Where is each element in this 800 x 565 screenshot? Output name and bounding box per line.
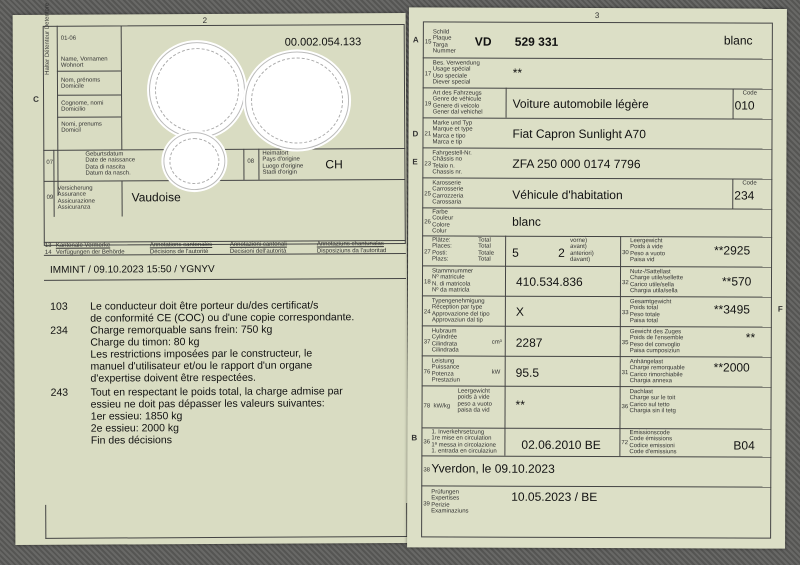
doc-number: 00.002.054.133: [284, 36, 362, 49]
authority-label-fr: Décisions de l'autorité: [149, 249, 209, 256]
authority-label-rm: Disposiziuns da l'autoritad: [316, 248, 387, 255]
approval-value: X: [515, 304, 524, 319]
authority-label-it: Decisioni dell'autorità: [229, 248, 287, 255]
kwkg-value: **: [515, 397, 525, 412]
front-label: vorne) avant) anteriori) davant): [570, 237, 594, 264]
redaction-scribble: [163, 132, 225, 190]
place-date: Yverdon, le 09.10.2023: [431, 461, 555, 476]
empty-weight-label: Leergewicht Poids à vide Peso a vuoto Paisa vid: [630, 238, 666, 264]
first-reg-label: 1. Inverkehrsetzung 1re mise en circulation 1ª messa in circolazione 1. entrada en circulaziun: [431, 429, 497, 455]
origin-value: CH: [325, 157, 343, 172]
insurance-value: Vaudoise: [131, 190, 181, 205]
authority-label-de: Verfügungen der Behörde: [55, 249, 125, 256]
body-code: 234: [734, 188, 755, 203]
roof-label: Dachlast Charge sur le toit Carico sul tetto Chargia sin il tetg: [629, 389, 676, 415]
seats-label: Plätze: Places: Posti: Plazs:: [432, 237, 452, 263]
cantonal-label-de: Kantonale Vermerke: [55, 242, 111, 249]
power-label: Leistung Puissance Potenza Prestaziun: [431, 358, 461, 384]
total-weight-label: Gesamtgewicht Poids total Peso totale Paisa total: [629, 299, 672, 325]
redaction-scribble: [245, 51, 350, 150]
nomi-label: Nomi, prenums Domicil: [61, 121, 102, 135]
origin-label: Heimatort Pays d'origine Luogo d'origine Stadi d'origin: [262, 150, 304, 176]
empty-ratio-label: Leergewicht poids à vide peso a vuoto paisa da vid: [457, 388, 492, 414]
inspection-label: Prüfungen Expertises Perizie Examinaziuns: [431, 489, 469, 515]
insurance-label: Versicherung Assurance Assicurazione Assicuranza: [57, 185, 95, 212]
emission-code: B04: [733, 438, 755, 453]
plate-label: Schild Plaque Targa Nummer: [432, 29, 456, 55]
payload-label: Nutz-/Sattellast Charge utile/sellette Carico utile/sella Chargia utila/sella: [629, 269, 684, 295]
note-code: 234: [50, 324, 68, 337]
note-text: Tout en respectant le poids total, la charge admise par essieu ne doit pas dépasser les valeurs suivantes: 1er essieu: 1850 kg 2e essieu: 2000 kg Fin des décisions: [90, 385, 343, 447]
redaction-scribble: [149, 42, 246, 139]
type-label: Art des Fahrzeugs Genre de véhicule Genere di veicolo Gener dal vehichel: [432, 90, 483, 116]
make-value: Fiat Capron Sunlight A70: [512, 126, 646, 142]
matricule-value: 410.534.836: [515, 274, 583, 289]
chassis-value: ZFA 250 000 0174 7796: [512, 156, 641, 172]
note-text: Charge remorquable sans frein: 750 kg Charge du timon: 80 kg Les restrictions imposées par le constructeur, le manuel d'utilisateur et/ou le rapport d'un organe d'expertise doivent être respectées.: [90, 323, 313, 385]
right-page: 3 A D E F B 15 Schild Plaque Targa Nummer VD 529 331 blanc 17 Bes. Verwendung Usage spécial Uso speciale Diever special ** 19 Art des Fahrzeugs Genre de véhicule Genere di veicolo Gener dal vehichel Voiture automobile légère Code 010 21 Marke und Typ Marque et type Marca e tipo Marca e tip Fiat Capron Sunlight A70 23 Fahrgestell-Nr. Châssis no Telaio n. Chassis nr. ZFA 250 000 0174 7796 25 Karosserie Carrosserie Carrozzeria Carossaria Véhicule d'habitation Code 234 26 Farbe Couleur Colore Colur blanc 27 Plätze: Places: Posti: Plazs: Total Total Totale Total 5 2 vorne) avant) anteriori) davant) 30 Leergewicht Poids à vide Peso a vuoto Paisa vid **2925 18 Stammnummer Nº matricule N. di matricola Nº da matricla 410.534.836 32 Nutz-/Sattellast Charge utile/sellette Carico utile/sella Chargia utila/sella **570 24 Typengenehmigung Réception par type Approvazione del tipo Approvaziun dal tip X 33 Gesamtgewicht Poids total Peso totale Paisa total **3495 37 Hubraum Cylindrée Cilindrata Cilindrada cm³ 2287 35 Gewicht des Zuges Poids de l'ensemble Peso del convoglio Paisa cumposiziun ** 76 Leistung Puissance Potenza Prestaziun kW 95.5 31 Anhängelast Charge remorquable Carico rimorchiabile Chargia annexa **2000 78 kW/kg Leergewicht poids à vide peso a vuoto paisa da vid ** 36 Dachlast Charge sur le toit Carico sul tetto Chargia sin il tetg 36 1. Inverkehrsetzung 1re mise en circulation 1ª messa in circolazione 1. entrada en circulaziun 02.06.2010 BE 72 Emissionscode Code émissions Codice emissioni Code d'emissiuns B04 38 Yverdon, le 09.10.2023 39 Prüfungen Expertises Perizie Examinaziuns 10.05.2023 / BE: [407, 7, 787, 548]
first-registration: 02.06.2010 BE: [521, 437, 601, 453]
holder-label: Halter Détenteur Detentore: [44, 2, 51, 75]
trailer-load: **2000: [713, 360, 750, 375]
matricule-label: Stammnummer Nº matricule N. di matricola Nº da matricla: [431, 268, 474, 294]
cantonal-label-rm: Annotaziuns chantunalas: [316, 241, 384, 248]
power: 95.5: [515, 365, 540, 380]
total-label: Total Total Totale Total: [478, 237, 495, 263]
body-value: Véhicule d'habitation: [512, 187, 623, 203]
train-weight-label: Gewicht des Zuges Poids de l'ensemble Peso del convoglio Paisa cumposiziun: [629, 329, 684, 355]
plate-number: 529 331: [514, 34, 559, 49]
code-0106: 01-06: [60, 35, 77, 42]
name-label: Name, Vornamen Wohnort: [60, 56, 108, 70]
type-value: Voiture automobile légère: [512, 96, 649, 112]
page-number: 3: [594, 10, 600, 21]
color-value: blanc: [512, 214, 541, 229]
usage-value: **: [512, 65, 523, 80]
note-text: Le conducteur doit être porteur du/des certificat/s de conformité CE (COC) ou d'une copie correspondante.: [90, 299, 355, 325]
payload: **570: [721, 274, 752, 289]
type-code: 010: [734, 98, 755, 113]
chassis-label: Fahrgestell-Nr. Châssis no Telaio n. Chassis nr.: [432, 150, 472, 176]
immint-line: IMMINT / 09.10.2023 15:50 / YGNYV: [49, 263, 215, 276]
seats-front: 2: [558, 245, 565, 260]
trailer-label: Anhängelast Charge remorquable Carico rimorchiabile Chargia annexa: [629, 359, 685, 385]
canton: VD: [474, 34, 492, 49]
left-page: 2 C Halter Détenteur Detentore 01-06 Name, Vornamen Wohnort Nom, prénoms Domicile Cognome, nomi Domicilio Nomi, prenums Domicil 00.002.054.133 07 Geburtsdatum Date de naissance Data di nascita Datum da nasch. 08 Heimatort Pays d'origine Luogo d'origine Stadi d'origin CH 09 Versicherung Assurance Assicurazione Assicuranza Vaudoise 13 14 Kantonale Vermerke Annotations cantonales Annotazioni cantonali Annotaziuns chantunalas Verfügungen der Behörde Décisions de l'autorité Decisioni dell'autorità Disposiziuns da l'autoritad IMMINT / 09.10.2023 15:50 / YGNYV 103 Le conducteur doit être porteur du/des certificat/s de conformité CE (COC) ou d'une copie correspondante. 234 Charge remorquable sans frein: 750 kg Charge du timon: 80 kg Les restrictions imposées par le constructeur, le manuel d'utilisateur et/ou le rapport d'un organe d'expertise doivent être respectées. 243 Tout en respectant le poids total, la charge admise par essieu ne doit pas dépasser les valeurs suivantes: 1er essieu: 1850 kg 2e essieu: 2000 kg Fin des décisions: [13, 13, 409, 545]
cantonal-label-it: Annotazioni cantonali: [229, 241, 287, 248]
seats-total: 5: [512, 245, 519, 260]
page-number: 2: [202, 16, 208, 26]
nom-label: Nom, prénoms Domicile: [60, 77, 101, 91]
color-label: Farbe Couleur Colore Colur: [432, 209, 454, 235]
displacement-label: Hubraum Cylindrée Cilindrata Cilindrada: [431, 328, 459, 354]
birth-label: Geburtsdatum Date de naissance Data di nascita Datum da nasch.: [85, 151, 136, 177]
note-code: 243: [50, 386, 69, 399]
note-code: 103: [50, 300, 68, 313]
row-letter-c: C: [33, 94, 39, 104]
train-weight: **: [745, 330, 756, 345]
approval-label: Typengenehmigung Réception par type Approvazione del tipo Approvaziun dal tip: [431, 298, 490, 324]
cognome-label: Cognome, nomi Domicilio: [61, 100, 104, 114]
empty-weight: **2925: [714, 243, 751, 258]
emission-label: Emissionscode Code émissions Codice emissioni Code d'emissiuns: [629, 430, 677, 456]
body-label: Karosserie Carrosserie Carrozzeria Carossaria: [432, 180, 464, 206]
cantonal-label-fr: Annotations cantonales: [149, 241, 213, 249]
total-weight: **3495: [713, 302, 750, 317]
inspection-date: 10.05.2023 / BE: [511, 489, 598, 505]
plate-color: blanc: [723, 33, 753, 48]
usage-label: Bes. Verwendung Usage spécial Uso speciale Diever special: [432, 60, 480, 86]
make-label: Marke und Typ Marque et type Marca e tipo Marca e tip: [432, 120, 473, 146]
displacement: 2287: [515, 335, 543, 350]
